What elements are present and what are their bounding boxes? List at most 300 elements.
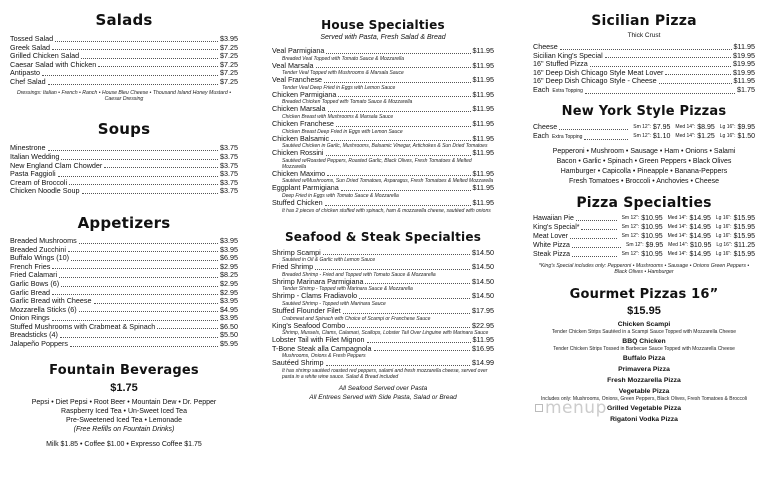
seafood-list (272, 249, 494, 380)
dot-leader (326, 359, 470, 366)
menu-item-description: Tender Veal Topped with Mushrooms & Marsala Sauce (282, 70, 404, 77)
menu-item-name: Chicken Parmigiana (272, 89, 337, 99)
dot-leader (659, 77, 732, 84)
menu-item-price: $3.95 (220, 296, 238, 306)
menu-item-price: $2.95 (220, 278, 238, 288)
menu-item-price: $7.25 (220, 51, 238, 61)
menu-item-price: $11.95 (472, 168, 494, 178)
price-small: $10.95 (641, 214, 663, 222)
dot-leader (61, 153, 218, 160)
menu-item-price: $2.95 (220, 287, 238, 297)
menu-item-name: Chicken Rossini (272, 148, 324, 158)
price-large: $11.25 (734, 241, 755, 249)
dot-leader (343, 307, 470, 314)
beverage-line: Pepsi • Diet Pepsi • Root Beer • Mountain Dew • Dr. Pepper (31, 398, 217, 406)
menu-item-row (272, 322, 494, 331)
menu-item-row (272, 149, 494, 158)
nystyle-toppings (533, 147, 755, 187)
size-label-small: Sm 12": (621, 214, 640, 221)
dot-leader (665, 69, 731, 76)
menu-item-row (272, 120, 494, 129)
menu-item-price: $4.95 (220, 304, 238, 314)
menu-item-price: $11.95 (472, 46, 494, 55)
menu-item-price: $3.75 (220, 151, 238, 161)
menu-item-description: Chicken Breast with Mushrooms & Marsala Sauce (282, 113, 394, 120)
kings-special-note: *King's Special includes only: Pepperoni • Mushrooms • Sausage • Onions Green Peppers • Black Olives • Hamburger (538, 262, 750, 275)
dot-leader (315, 263, 470, 270)
menu-item-price: $14.50 (472, 291, 494, 301)
menu-item-price: $14.50 (472, 276, 494, 286)
dot-leader (104, 162, 218, 169)
menu-item-name-text: Each (533, 84, 550, 94)
menu-item-name: Italian Wedding (10, 151, 60, 161)
menu-item-name-text: 16" Deep Dish Chicago Style Meat Lover (533, 67, 664, 77)
menu-item-name: King's Seafood Combo (272, 320, 346, 330)
menu-item-name: Fried Shrimp (272, 262, 314, 272)
dot-leader (347, 322, 470, 329)
menu-item-name: Shrimp Scampi (272, 247, 321, 257)
pizza-name-text: Cheese (533, 123, 558, 131)
menu-item-row (272, 249, 494, 258)
menu-item-price: $3.95 (220, 235, 238, 245)
menu-item-row (272, 135, 494, 144)
menu-item-name: Shrimp Marinara Parmigiana (272, 276, 364, 286)
menu-item-description: Shrimp, Mussels, Clams, Calamari, Scallops, Lobster Tail Over Linguine with Marinara Sauce (282, 330, 489, 337)
dot-leader (55, 35, 218, 42)
menu-item-row (272, 184, 494, 193)
menu-item-name: Onion Rings (10, 313, 50, 323)
topping-line: Fresh Tomatoes • Broccoli • Anchovies • Cheese (568, 177, 719, 185)
dot-leader (79, 306, 218, 313)
menu-item-name: Garlic Bread (10, 287, 50, 297)
house-list (272, 47, 494, 214)
menu-item-name: Chicken Noodle Soup (10, 186, 80, 196)
menu-item-name: Greek Salad (10, 42, 50, 52)
menu-item-name: Caesar Salad with Chicken (10, 59, 97, 69)
menu-item-price: $5.95 (220, 339, 238, 349)
topping-line: Bacon • Garlic • Spinach • Green Peppers • Black Olives (556, 157, 732, 165)
menu-item-name: Chicken Franchese (272, 118, 334, 128)
menu-item-row (272, 307, 494, 316)
menu-item-price: $19.95 (733, 67, 755, 77)
size-price-row (533, 132, 755, 142)
dot-leader (326, 47, 470, 54)
dot-leader (328, 105, 471, 112)
menu-item-description: It has 2 pieces of chicken stuffed with spinach, ham & mozzarella cheese, sautéed with onions (282, 207, 491, 214)
column-left (10, 0, 238, 488)
dot-leader (584, 132, 628, 140)
menu-item-name: Jalapeño Poppers (10, 339, 68, 349)
salads-title: Salads (95, 11, 153, 29)
menu-item-price: $3.95 (220, 244, 238, 254)
gourmet-pizza-name: BBQ Chicken (622, 338, 666, 346)
menu-item-description: Mushrooms, Onions & Fresh Peppers (282, 353, 366, 360)
size-label-large: Lg 16": (719, 132, 736, 139)
menu-item-name: Stuffed Flounder Filet (272, 305, 341, 315)
pizza-name (533, 241, 570, 250)
price-large: $15.95 (733, 250, 755, 258)
menu-item-price: $11.95 (472, 197, 494, 207)
topping-line: Pepperoni • Mushroom • Sausage • Ham • Onions • Salami (552, 147, 736, 155)
dot-leader (60, 331, 218, 338)
size-label-medium: Med 14": (675, 123, 696, 130)
dot-leader (570, 232, 617, 239)
beverage-line: Raspberry Iced Tea • Un-Sweet Iced Tea (61, 407, 187, 415)
watermark-logo (535, 398, 607, 418)
extra-topping-label: Extra Topping (552, 87, 583, 94)
menu-item-price: $11.95 (472, 148, 494, 158)
dot-leader (325, 199, 471, 206)
size-label-small: Sm 12": (633, 123, 651, 130)
menu-item-price: $16.95 (472, 343, 494, 353)
menu-item-name: Veal Parmigiana (272, 46, 325, 55)
price-large: $9.95 (737, 123, 755, 131)
pizza-name (533, 123, 557, 132)
size-label-small: Sm 12": (626, 241, 644, 248)
dot-leader (341, 184, 471, 191)
nystyle-title: New York Style Pizzas (561, 103, 727, 119)
menu-item-price: $3.95 (220, 34, 238, 43)
menu-item-description: Sautéed in Oil & Garlic with Lemon Sauce (282, 257, 376, 264)
watermark-square-icon (535, 404, 543, 412)
pizza-name (533, 250, 570, 259)
size-label-medium: Med 14": (667, 223, 688, 230)
dot-leader (81, 52, 218, 59)
dot-leader (59, 271, 218, 278)
menu-item-row (272, 359, 494, 368)
dot-leader (94, 297, 219, 304)
gourmet-pizza-description: Tender Chicken Strips Tossed in Barbecue Sauce Topped with Mozzarella Cheese (553, 346, 735, 353)
menu-item-price: $11.95 (733, 42, 755, 51)
dot-leader (48, 144, 218, 151)
dot-leader (336, 120, 471, 127)
menu-item-price: $3.75 (220, 160, 238, 170)
pizza-name-text: Hawaiian Pie (533, 214, 574, 222)
menu-item-name: Chicken Balsamic (272, 133, 330, 143)
size-label-medium: Med 14": (667, 232, 688, 239)
dot-leader (157, 323, 218, 330)
nystyle-list (533, 123, 755, 142)
pizza-name (533, 232, 568, 241)
menu-item-price: $7.25 (220, 76, 238, 86)
menu-item-price: $5.50 (220, 330, 238, 340)
size-label-small: Sm 12": (633, 132, 651, 139)
dot-leader (585, 86, 735, 94)
menu-item-name: Stuffed Chicken (272, 197, 323, 207)
menu-item-price: $11.95 (472, 133, 494, 143)
gourmet-pizza-name: Vegetable Pizza (618, 388, 670, 396)
menu-item-price: $11.95 (733, 76, 755, 86)
menu-item-row (10, 78, 238, 87)
appetizers-list (10, 237, 238, 349)
menu-item-name (533, 86, 583, 96)
sicilian-list (533, 43, 755, 96)
price-medium: $14.95 (689, 223, 711, 231)
menu-item-name: Cream of Broccoli (10, 177, 68, 187)
dot-leader (79, 237, 218, 244)
size-label-small: Sm 12": (621, 232, 640, 239)
size-label-large: Lg 16": (715, 214, 732, 221)
size-label-large: Lg 16": (716, 241, 733, 248)
menu-item-name: Stuffed Mushrooms with Crabmeat & Spinach (10, 321, 156, 331)
menu-item-description: Breaded Veal Topped with Tomato Sauce & Mozzarella (282, 55, 405, 62)
menu-item-name: Garlic Bread with Cheese (10, 296, 92, 306)
gourmet-pizza-name: Fresh Mozzarella Pizza (607, 377, 681, 385)
menu-item-name: French Fries (10, 261, 51, 271)
beverages-title: Fountain Beverages (49, 362, 199, 378)
menu-item-name: Breadsticks (4) (10, 330, 58, 340)
pizza-name-text: Each (533, 132, 549, 140)
menu-item-name: Minestrone (10, 143, 46, 153)
beverage-refill-note: (Free Refills on Fountain Drinks) (73, 425, 175, 433)
dot-leader (326, 149, 471, 156)
dot-leader (48, 78, 218, 85)
menu-item-price: $2.95 (220, 261, 238, 271)
menu-item-price: $11.95 (472, 60, 494, 70)
menu-item-name: Breaded Zucchini (10, 244, 66, 254)
menu-item-price: $19.95 (733, 59, 755, 69)
dot-leader (327, 170, 470, 177)
pizza-name-text: Steak Pizza (533, 250, 570, 258)
menu-item-name (533, 77, 657, 86)
soups-list (10, 144, 238, 196)
size-label-medium: Med 14": (667, 250, 688, 257)
size-label-medium: Med 14": (667, 214, 688, 221)
menu-item-description: Crabmeat and Spinach with Choice of Scampi or Franchese Sauce (282, 315, 431, 322)
price-small: $10.95 (641, 223, 663, 231)
sicilian-subtitle: Thick Crust (627, 32, 661, 39)
menu-item-row (272, 170, 494, 179)
menu-item-price: $3.95 (220, 313, 238, 323)
menu-item-name: New England Clam Chowder (10, 160, 103, 170)
price-large: $15.95 (733, 223, 755, 231)
menu-item-row (272, 76, 494, 85)
menu-item-name: Shrimp - Clams Fradiavolo (272, 291, 358, 301)
price-small: $9.95 (645, 241, 664, 249)
menu-item-price: $3.75 (220, 177, 238, 187)
menu-item-description: It has shrimp sautéed roasted red peppers, salami and fresh mozzarella cheese, served over pasta in a white wine sauce. Salad & Bread included (282, 367, 488, 380)
pizza-name-text: Meat Lover (533, 232, 569, 240)
menu-item-price: $11.95 (472, 75, 494, 85)
menu-item-description: Tender Veal Deep Fried in Eggs with Lemon Sauce (282, 84, 396, 91)
dot-leader (69, 179, 218, 186)
menu-item-price: $3.75 (220, 186, 238, 196)
menu-item-name: Chicken Marsala (272, 104, 326, 114)
menu-item-row (533, 86, 755, 96)
menu-item-name: Grilled Chicken Salad (10, 51, 80, 61)
watermark-text: menup (545, 398, 607, 418)
size-label-large: Lg 16": (715, 250, 732, 257)
menu-item-price: $7.25 (220, 42, 238, 52)
price-small: $1.10 (652, 132, 671, 140)
menu-item-row (10, 61, 238, 70)
menu-item-row (272, 345, 494, 354)
dot-leader (52, 263, 218, 270)
menu-item-description: Sautéed Shrimp - Topped with Marinara Sauce (282, 300, 386, 307)
menu-item-row (272, 263, 494, 272)
menu-item-name: Antipasto (10, 68, 40, 78)
menu-item-description: Sautéed w/Mushrooms, Sun Dried Tomatoes, Asparagus, Fresh Tomatoes & Melted Mozzarella (282, 178, 494, 185)
menu-item-price: $17.95 (472, 305, 494, 315)
dot-leader (52, 314, 218, 321)
pizzaspec-list (533, 214, 755, 259)
menu-item-price: $7.25 (220, 68, 238, 78)
menu-item-name: Veal Marsala (272, 60, 314, 70)
menu-item-name: Eggplant Parmigiana (272, 183, 339, 193)
menu-item-price: $22.95 (472, 320, 494, 330)
gourmet-title: Gourmet Pizzas 16” (569, 287, 719, 303)
menu-item-name-text: Sicilian King's Special (533, 50, 603, 60)
menu-item-price: $14.50 (472, 247, 494, 257)
dressings-note: Dressings: Italian • French • Ranch • House Bleu Cheese • Thousand Island Honey Mustard • Caesar Dressing (16, 89, 232, 102)
menu-item-name: Veal Franchese (272, 75, 322, 85)
pizza-name (533, 132, 582, 142)
price-medium: $8.95 (697, 123, 715, 131)
pizza-name-text: White Pizza (533, 241, 570, 249)
menu-item-price: $11.95 (472, 335, 494, 345)
menu-item-description: Sautéed Chicken in Garlic, Mushrooms, Balsamic Vinegar, Artichokes & Sun Dried Tomatoes (282, 143, 488, 150)
seafood-title: Seafood & Steak Specialties (284, 229, 482, 244)
price-medium: $14.95 (689, 250, 711, 258)
menu-item-price: $11.95 (472, 183, 494, 193)
gourmet-pizza-name: Grilled Vegetable Pizza (606, 405, 682, 413)
menu-item-name: Chef Salad (10, 76, 46, 86)
size-label-large: Lg 16": (715, 232, 732, 239)
menu-item-name-text: 16" Deep Dish Chicago Style - Cheese (533, 76, 657, 86)
menu-item-price: $3.75 (220, 169, 238, 179)
menu-item-name: Buffalo Wings (10) (10, 253, 69, 263)
menu-item-name-text: 16" Stuffed Pizza (533, 59, 588, 69)
gourmet-pizza-description: Tender Chicken Strips Sautéed in a Scampi Sauce Topped with Mozzarella Cheese (551, 329, 737, 336)
price-small: $7.95 (652, 123, 671, 131)
menu-item-row (272, 47, 494, 56)
menu-item-row (533, 77, 755, 86)
menu-item-row (10, 187, 238, 196)
seafood-footer-1: All Seafood Served over Pasta (338, 384, 428, 392)
menu-item-row (272, 105, 494, 114)
price-medium: $1.25 (697, 132, 715, 140)
price-large: $1.50 (737, 132, 755, 140)
menu-item-description: Deep Fried in Eggs with Tomato Sauce & Mozzarella (282, 192, 399, 199)
dot-leader (324, 76, 471, 83)
size-label-large: Lg 16": (715, 223, 732, 230)
dot-leader (572, 250, 617, 257)
seafood-footer-2: All Entrees Served with Side Pasta, Salad or Bread (309, 393, 457, 401)
dot-leader (42, 69, 218, 76)
dot-leader (331, 135, 470, 142)
size-price-row (533, 223, 755, 232)
menu-item-name: T-Bone Steak alla Campagnola (272, 343, 372, 353)
size-price-row (533, 214, 755, 223)
menu-item-name: Garlic Bows (6) (10, 278, 60, 288)
soups-title: Soups (97, 120, 151, 139)
topping-line: Hamburger • Capicolla • Pineapple • Banana-Peppers (560, 167, 728, 175)
price-large: $15.95 (733, 214, 755, 222)
dot-leader (560, 43, 732, 50)
dot-leader (365, 278, 470, 285)
menu-item-price: $3.75 (220, 143, 238, 153)
sicilian-title: Sicilian Pizza (591, 13, 697, 29)
dot-leader (576, 214, 617, 221)
pizza-name (533, 214, 574, 223)
gourmet-pizza-description: Includes only: Mushrooms, Onions, Green Peppers, Black Olives, Fresh Tomatoes & Broccoli (540, 396, 748, 403)
dot-leader (367, 336, 471, 343)
gourmet-pizza-name: Rigatoni Vodka Pizza (610, 416, 678, 424)
dot-leader (61, 280, 218, 287)
menu-item-name: Lobster Tail with Filet Mignon (272, 335, 365, 345)
gourmet-pizza-name: Chicken Scampi (617, 321, 671, 329)
menu-item-description: Breaded Shrimp - Fried and Topped with Tomato Sauce & Mozzarella (282, 271, 436, 278)
dot-leader (605, 52, 731, 59)
price-small: $10.95 (641, 250, 663, 258)
gourmet-pizza-name: Primavera Pizza (618, 366, 670, 374)
price-large: $15.95 (733, 232, 755, 240)
menu-item-price: $14.50 (472, 262, 494, 272)
appetizers-title: Appetizers (77, 213, 171, 232)
menu-item-price: $11.95 (472, 89, 494, 99)
pizza-name-text: King's Special* (533, 223, 580, 231)
size-label-large: Lg 16": (719, 123, 736, 130)
menu-item-description: Tender Shrimp - Topped with Marinara Sauce & Mozzarella (282, 286, 413, 293)
menu-item-price: $6.95 (220, 253, 238, 263)
menu-item-row (272, 199, 494, 208)
extra-topping-label: Extra Topping (551, 133, 583, 140)
menu-item-price: $6.50 (220, 321, 238, 331)
size-price-row (533, 250, 755, 259)
price-medium: $14.95 (689, 232, 711, 240)
menu-item-name: Pasta Faggioli (10, 169, 56, 179)
salads-list (10, 35, 238, 87)
price-medium: $10.95 (690, 241, 712, 249)
price-medium: $14.95 (689, 214, 711, 222)
size-price-row (533, 123, 755, 132)
dot-leader (316, 62, 471, 69)
menu-item-row (272, 91, 494, 100)
menu-item-name: Sautéed Shrimp (272, 358, 324, 368)
beverage-extras: Milk $1.85 • Coffee $1.00 • Expresso Coffee $1.75 (46, 440, 202, 448)
dot-leader (572, 241, 621, 248)
menu-item-row (10, 340, 238, 349)
size-label-small: Sm 12": (621, 223, 640, 230)
size-label-small: Sm 12": (621, 250, 640, 257)
menu-item-name-text: Cheese (533, 42, 558, 51)
beverages-price: $1.75 (110, 381, 138, 394)
dot-leader (338, 91, 470, 98)
dot-leader (52, 289, 218, 296)
dot-leader (58, 170, 218, 177)
menu-item-name: Tossed Salad (10, 34, 54, 43)
menu-item-description: Chicken Breast Deep Fried in Eggs with Lemon Sauce (282, 128, 403, 135)
gourmet-pizza-name: Buffalo Pizza (622, 355, 666, 363)
dot-leader (98, 61, 218, 68)
dot-leader (590, 60, 731, 67)
gourmet-price: $15.95 (627, 305, 661, 318)
pizza-name (533, 223, 579, 232)
menu-item-description: Breaded Chicken Topped with Tomato Sauce & Mozzarella (282, 99, 413, 106)
dot-leader (52, 44, 218, 51)
dot-leader (82, 187, 218, 194)
dot-leader (71, 254, 218, 261)
menu-item-row (272, 278, 494, 287)
menu-item-description: Sautéed w/Roasted Peppers, Roasted Garlic, Black Olives, Fresh Tomatoes & Melted Mozzarella (282, 157, 472, 170)
beverage-line: Pre-Sweetened Iced Tea • Lemonade (66, 416, 182, 424)
size-price-row (533, 241, 755, 250)
menu-item-price: $8.25 (220, 270, 238, 280)
menu-item-price: $11.95 (472, 104, 494, 114)
pizzaspec-title: Pizza Specialties (576, 194, 712, 211)
size-label-medium: Med 14": (675, 132, 696, 139)
menu-item-name: Fried Calamari (10, 270, 58, 280)
